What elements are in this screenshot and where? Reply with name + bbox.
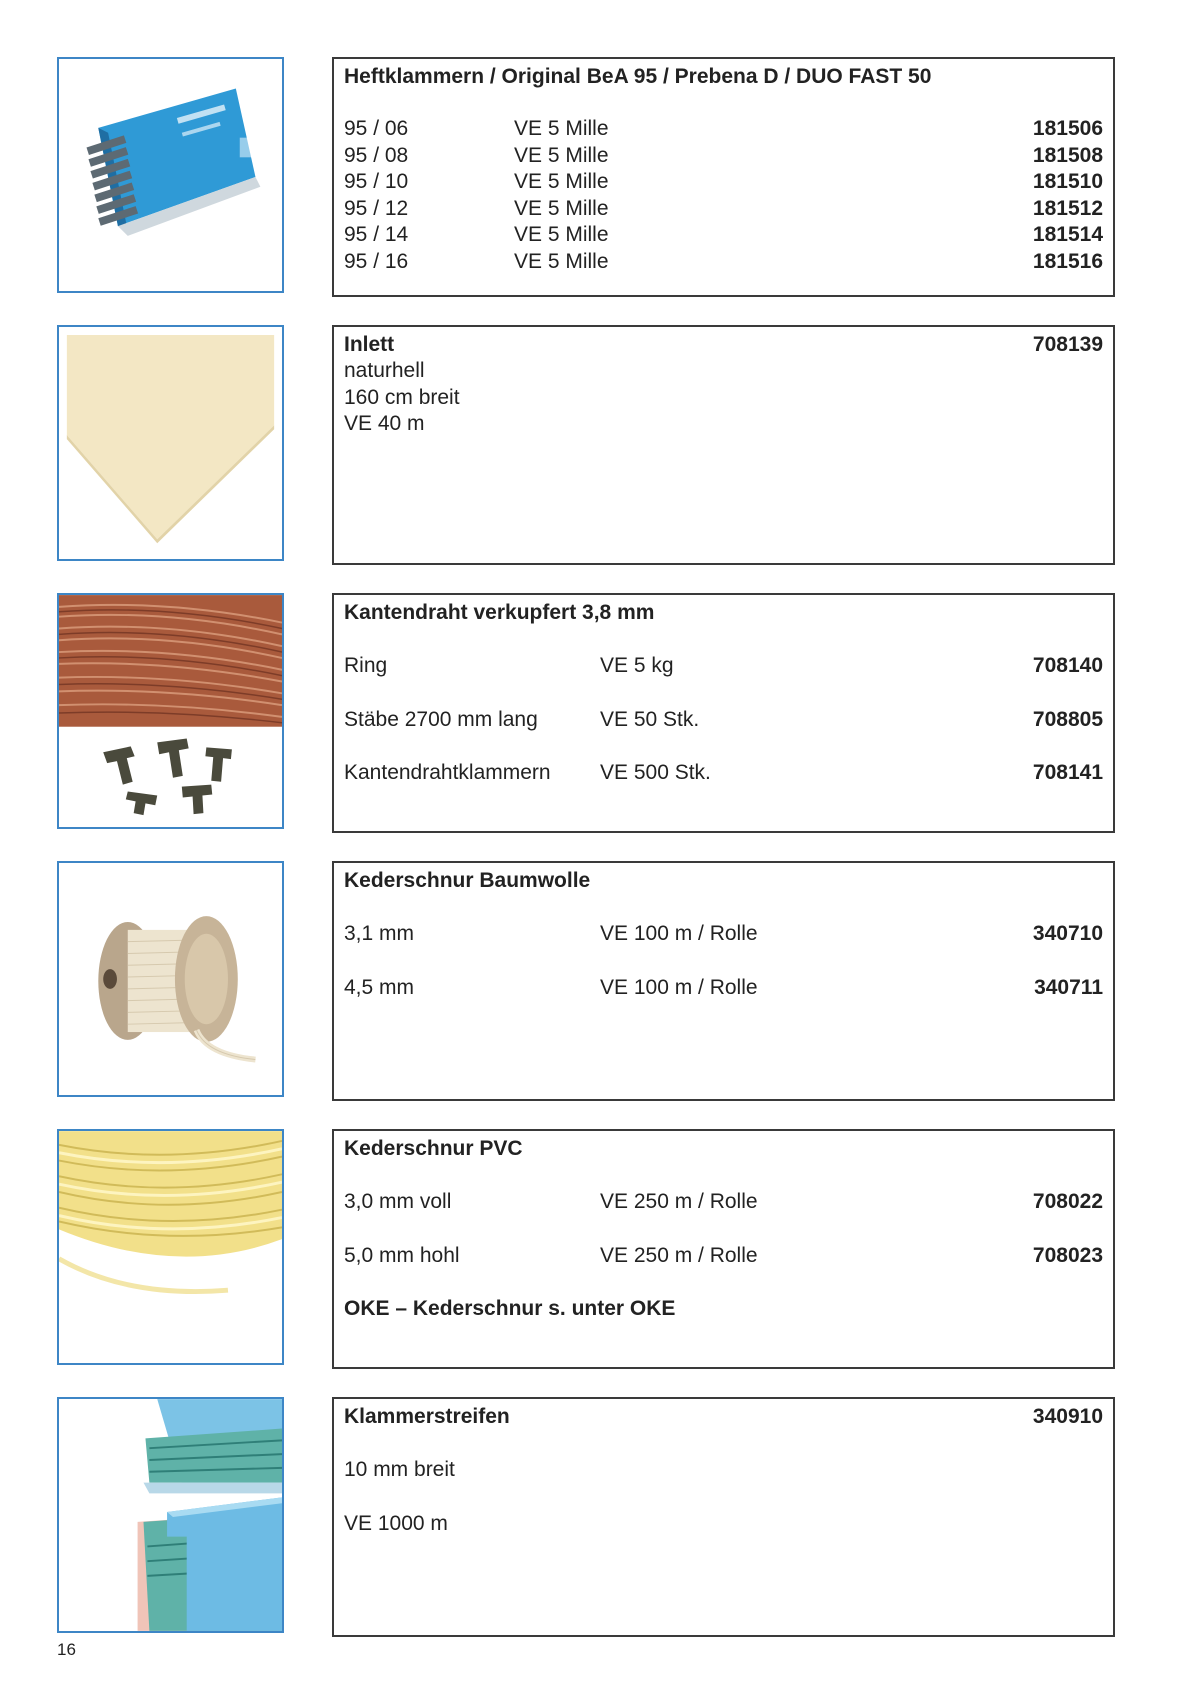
product-box: [332, 1129, 1115, 1369]
article-number: 181512: [1032, 196, 1103, 220]
article-number: 708141: [1032, 761, 1103, 784]
product-inlett: [0, 325, 1190, 567]
product-title: Kantendraht verkupfert 3,8 mm: [344, 601, 655, 624]
table-row: 4,5 mm VE 100 m / Rolle 340711: [344, 961, 1103, 1015]
article-number: 708022: [1032, 1190, 1103, 1213]
article-number: 708023: [1032, 1243, 1103, 1267]
detail-line: 10 mm breit: [344, 1458, 455, 1481]
product-box: [332, 593, 1115, 833]
product-box: [332, 1397, 1115, 1637]
table-row: 3,0 mm voll VE 250 m / Rolle 708022: [344, 1175, 1103, 1229]
product-kederschnur-baumwolle: [0, 861, 1190, 1103]
table-row: Ring VE 5 kg 708140: [344, 639, 1103, 693]
table-row: 95 / 10 VE 5 Mille 181510: [344, 169, 1103, 196]
product-box: [332, 861, 1115, 1101]
article-number: 340710: [1032, 922, 1103, 945]
table-row: 95 / 14 VE 5 Mille 181514: [344, 222, 1103, 249]
article-number: 340711: [1034, 975, 1103, 999]
article-number: 708139: [1032, 333, 1103, 356]
product-title: Klammerstreifen: [344, 1405, 510, 1428]
cotton-cord-spool-icon: [57, 861, 284, 1097]
table-row: 95 / 16 VE 5 Mille 181516: [344, 249, 1103, 276]
page-number: 16: [57, 1640, 76, 1659]
reference-note: OKE – Kederschnur s. unter OKE: [344, 1297, 676, 1320]
article-number: 340910: [1032, 1405, 1103, 1428]
article-number: 181516: [1032, 249, 1103, 273]
article-number: 181514: [1032, 223, 1103, 246]
article-number: 181510: [1032, 170, 1103, 193]
product-klammerstreifen: [0, 1397, 1190, 1639]
detail-line: 160 cm breit: [344, 385, 460, 409]
table-row: 95 / 06 VE 5 Mille 181506: [344, 116, 1103, 143]
table-row: 95 / 08 VE 5 Mille 181508: [344, 143, 1103, 170]
article-number: 181508: [1032, 143, 1103, 167]
table-row: Kantendrahtklammern VE 500 Stk. 708141: [344, 746, 1103, 800]
product-box: [332, 325, 1115, 565]
article-number: 708140: [1032, 654, 1103, 677]
detail-line: VE 40 m: [344, 412, 425, 435]
article-number: 181506: [1032, 117, 1103, 140]
table-row: 3,1 mm VE 100 m / Rolle 340710: [344, 907, 1103, 961]
product-title: Heftklammern / Original BeA 95 / Prebena D / DUO FAST 50: [344, 65, 932, 88]
article-number: 708805: [1032, 707, 1103, 731]
table-row: Stäbe 2700 mm lang VE 50 Stk. 708805: [344, 693, 1103, 747]
copper-wire-icon: [57, 593, 284, 829]
product-kantendraht: [0, 593, 1190, 835]
staples-box-icon: [57, 57, 284, 293]
product-title: Kederschnur PVC: [344, 1137, 523, 1160]
fabric-sheet-icon: [57, 325, 284, 561]
pvc-cord-coil-icon: [57, 1129, 284, 1365]
product-title: Kederschnur Baumwolle: [344, 869, 591, 892]
product-heftklammern: [0, 57, 1190, 299]
product-box: [332, 57, 1115, 297]
product-title: Inlett: [344, 333, 395, 356]
table-row: 95 / 12 VE 5 Mille 181512: [344, 196, 1103, 223]
table-row: 5,0 mm hohl VE 250 m / Rolle 708023: [344, 1229, 1103, 1283]
clamp-strip-icon: [57, 1397, 284, 1633]
detail-line: naturhell: [344, 359, 425, 382]
product-kederschnur-pvc: [0, 1129, 1190, 1371]
detail-line: VE 1000 m: [344, 1511, 448, 1535]
